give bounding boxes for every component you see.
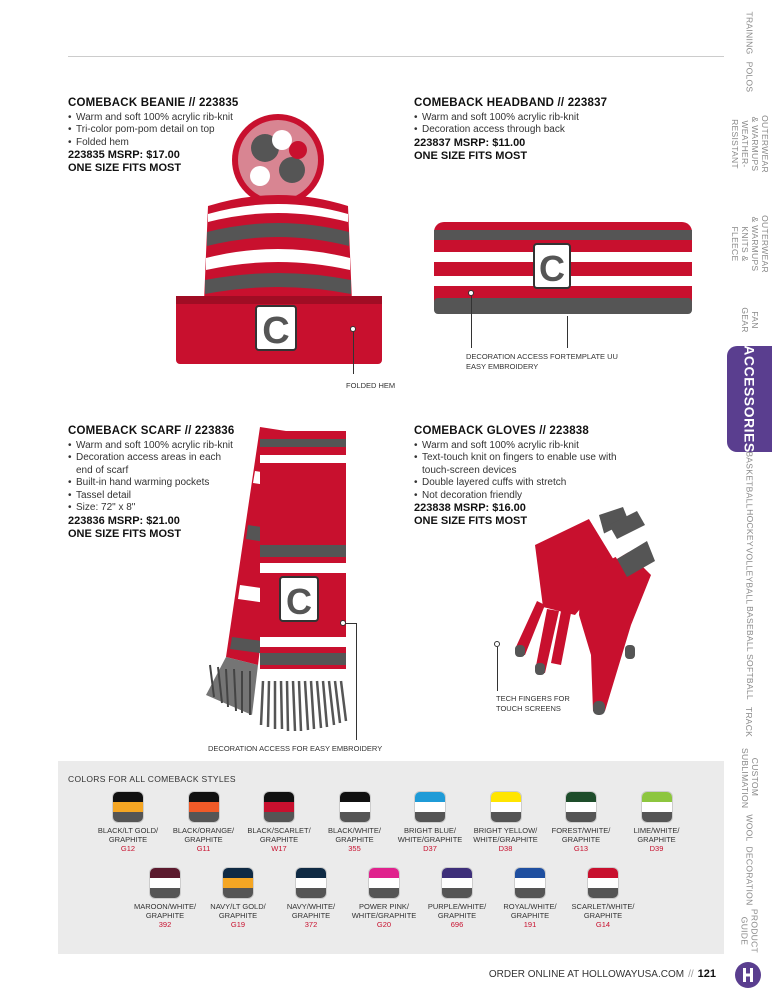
feature-item: • Not decoration friendly [414, 490, 634, 503]
colors-title: COLORS FOR ALL COMEBACK STYLES [68, 774, 236, 784]
color-code: G19 [230, 920, 246, 929]
color-swatch[interactable] [390, 791, 470, 853]
color-band [442, 868, 472, 878]
headband-c-logo [534, 244, 570, 289]
color-band [264, 812, 294, 822]
color-chip [222, 867, 254, 899]
gloves-callout: TECH FINGERS FOR TOUCH SCREENS [496, 694, 570, 713]
scarf-callout: DECORATION ACCESS FOR EASY EMBROIDERY [208, 744, 383, 753]
colors-panel [58, 761, 724, 954]
color-chip [587, 867, 619, 899]
beanie-c-logo [256, 306, 296, 352]
side-tab-label: HOCKEY [744, 509, 755, 547]
color-band [369, 878, 399, 888]
color-code: W17 [271, 844, 287, 853]
color-name: PURPLE/WHITE/ GRAPHITE [427, 902, 487, 920]
side-tab-custom-sublimation[interactable] [727, 748, 772, 809]
color-name: BRIGHT YELLOW/ WHITE/GRAPHITE [473, 826, 538, 844]
headband-callout-decoration: DECORATION ACCESS FOR EASY EMBROIDERY [466, 352, 566, 371]
brand-logo [735, 962, 761, 988]
color-swatch[interactable] [198, 867, 278, 929]
color-band [369, 868, 399, 878]
side-tab-volleyball[interactable] [727, 547, 772, 605]
color-band [491, 792, 521, 802]
color-band [642, 812, 672, 822]
footer-separator: // [688, 969, 694, 980]
color-name: NAVY/LT GOLD/ GRAPHITE [210, 902, 266, 920]
headband-features [414, 112, 664, 137]
color-band [223, 888, 253, 898]
color-chip [339, 791, 371, 823]
scarf-image [200, 425, 370, 735]
color-band [189, 812, 219, 822]
side-tab-label: WOOL [744, 814, 755, 842]
feature-item: • Warm and soft 100% acrylic rib-knit [68, 112, 268, 125]
color-band [442, 878, 472, 888]
side-tab-fan-gear[interactable] [727, 300, 772, 340]
beanie-callout: FOLDED HEM [346, 381, 396, 390]
color-name: BLACK/LT GOLD/ GRAPHITE [97, 826, 159, 844]
color-band [340, 792, 370, 802]
feature-item: • Warm and soft 100% acrylic rib-knit [414, 440, 634, 453]
color-band [189, 792, 219, 802]
side-tab-accessories[interactable] [727, 346, 772, 452]
top-rule [68, 56, 724, 57]
color-chip [514, 867, 546, 899]
gloves-msrp: 223838 MSRP: $16.00 [414, 502, 526, 514]
color-band [113, 792, 143, 802]
gloves-image [505, 505, 665, 720]
page-number: 121 [697, 968, 716, 980]
color-band [515, 868, 545, 878]
color-chip [490, 791, 522, 823]
side-tab-label: VOLLEYBALL [744, 547, 755, 605]
color-chip [368, 867, 400, 899]
beanie-title: COMEBACK BEANIE // 223835 [68, 97, 239, 109]
color-band [369, 888, 399, 898]
color-band [415, 802, 445, 812]
headband-info [414, 97, 664, 163]
color-chip [295, 867, 327, 899]
color-band [566, 802, 596, 812]
side-tab-label: CUSTOM SUBLIMATION [739, 748, 760, 809]
headband-msrp: 223837 MSRP: $11.00 [414, 136, 526, 149]
side-tab-label: DECORATION [744, 846, 755, 906]
side-tab-label: TRAINING [744, 11, 755, 55]
feature-item: • Tri-color pom-pom detail on top [68, 124, 268, 137]
feature-item: • Size: 72" x 8" [68, 502, 238, 515]
color-band [415, 792, 445, 802]
scarf-c-letter: C [286, 581, 312, 622]
feature-item: • Double layered cuffs with stretch [414, 477, 634, 490]
pom-pom [232, 114, 324, 206]
feature-item: • Decoration access areas in each end of scarf [68, 452, 238, 477]
color-code: 372 [304, 920, 318, 929]
color-name: LIME/WHITE/ GRAPHITE [633, 826, 680, 844]
color-band [340, 812, 370, 822]
beanie-size: ONE SIZE FITS MOST [68, 162, 182, 174]
color-name: MAROON/WHITE/ GRAPHITE [133, 902, 197, 920]
side-tab-product-guide[interactable] [727, 908, 772, 954]
color-band [566, 812, 596, 822]
color-code: G12 [120, 844, 136, 853]
side-tab-label: FAN GEAR [739, 307, 760, 333]
headband-callout-line-2 [567, 316, 568, 348]
color-name: BRIGHT BLUE/ WHITE/GRAPHITE [397, 826, 463, 844]
color-band [491, 812, 521, 822]
side-tab-label: OUTERWEAR & WARMUPS WEATHER-RESISTANT [729, 115, 770, 173]
feature-item: • Folded hem [68, 137, 268, 150]
side-tab-label: BASKETBALL [744, 451, 755, 509]
side-tab-wool[interactable] [727, 812, 772, 844]
headband-title: COMEBACK HEADBAND // 223837 [414, 97, 608, 109]
side-tab-label: OUTERWEAR & WARMUPS KNITS & FLEECE [729, 215, 770, 273]
scarf-tassels [261, 681, 346, 731]
color-band [566, 792, 596, 802]
headband-c-letter: C [539, 248, 565, 289]
feature-item: • Warm and soft 100% acrylic rib-knit [414, 112, 664, 125]
color-band [296, 878, 326, 888]
color-swatch[interactable] [88, 791, 168, 853]
side-tab-label: POLOS [744, 61, 755, 93]
color-code: D38 [498, 844, 513, 853]
side-tab-label: BASEBALL [744, 606, 755, 652]
color-swatch[interactable] [344, 867, 424, 929]
color-name: SCARLET/WHITE/ GRAPHITE [571, 902, 635, 920]
color-code: G13 [573, 844, 589, 853]
color-code: G20 [376, 920, 392, 929]
color-name: NAVY/WHITE/ GRAPHITE [286, 902, 336, 920]
headband-callout-template: TEMPLATE UU [566, 352, 618, 361]
color-swatch[interactable] [164, 791, 244, 853]
gloves-callout-line [497, 647, 498, 691]
color-swatch[interactable] [617, 791, 697, 853]
side-tab-softball[interactable] [727, 656, 772, 698]
color-band [296, 888, 326, 898]
color-name: BLACK/SCARLET/ GRAPHITE [247, 826, 311, 844]
color-chip [149, 867, 181, 899]
color-band [223, 878, 253, 888]
color-name: BLACK/WHITE/ GRAPHITE [328, 826, 381, 844]
color-band [588, 878, 618, 888]
color-band [588, 888, 618, 898]
side-tab-label: ACCESSORIES [741, 345, 758, 453]
side-tab-basketball[interactable] [727, 451, 772, 509]
color-name: ROYAL/WHITE/ GRAPHITE [503, 902, 557, 920]
color-chip [263, 791, 295, 823]
color-band [515, 888, 545, 898]
color-chip [641, 791, 673, 823]
side-tab-decoration[interactable] [727, 848, 772, 904]
headband-callout-line-1 [471, 296, 472, 348]
color-chip [414, 791, 446, 823]
color-band [223, 868, 253, 878]
feature-item: • Decoration access through back [414, 124, 664, 137]
color-code: D37 [423, 844, 437, 853]
color-name: FOREST/WHITE/ GRAPHITE [551, 826, 611, 844]
side-tab-label: PRODUCT GUIDE [739, 908, 760, 954]
color-band [491, 802, 521, 812]
beanie-callout-line [353, 332, 354, 374]
color-band [189, 802, 219, 812]
color-code: 355 [348, 844, 361, 853]
color-band [150, 888, 180, 898]
scarf-front [260, 431, 346, 731]
color-band [150, 878, 180, 888]
brand-logo-icon [735, 962, 761, 988]
color-code: G14 [595, 920, 611, 929]
color-band [588, 868, 618, 878]
scarf-msrp: 223836 MSRP: $21.00 [68, 514, 180, 527]
color-code: 191 [523, 920, 537, 929]
side-tab-polos[interactable] [727, 62, 772, 92]
color-band [264, 792, 294, 802]
side-tab-outerwear-weather[interactable] [727, 96, 772, 192]
gloves-title: COMEBACK GLOVES // 223838 [414, 425, 589, 437]
color-band [113, 802, 143, 812]
color-code: 696 [450, 920, 464, 929]
side-tab-track[interactable] [727, 704, 772, 740]
color-band [642, 792, 672, 802]
side-tab-label: SOFTBALL [744, 654, 755, 700]
gloves-size: ONE SIZE FITS MOST [414, 515, 528, 527]
color-code: D39 [649, 844, 664, 853]
footer [0, 968, 716, 980]
beanie-image [170, 110, 400, 375]
color-band [515, 878, 545, 888]
color-band [296, 868, 326, 878]
color-swatch[interactable] [417, 867, 497, 929]
side-nav [727, 0, 772, 1000]
scarf-callout-line-h [346, 623, 356, 624]
side-tab-hockey[interactable] [727, 508, 772, 548]
side-tab-outerwear-knits[interactable] [727, 198, 772, 290]
color-swatch[interactable] [239, 791, 319, 853]
gloves-features [414, 440, 634, 503]
side-tab-training[interactable] [727, 8, 772, 58]
side-tab-baseball[interactable] [727, 606, 772, 652]
color-band [113, 812, 143, 822]
beanie-msrp: 223835 MSRP: $17.00 [68, 149, 180, 161]
feature-item: • Warm and soft 100% acrylic rib-knit [68, 440, 238, 453]
color-band [642, 802, 672, 812]
color-swatch[interactable] [490, 867, 570, 929]
feature-item: • Built-in hand warming pockets [68, 477, 238, 490]
scarf-callout-line-v [356, 623, 357, 740]
color-swatch[interactable] [315, 791, 395, 853]
color-band [340, 802, 370, 812]
color-swatch[interactable] [466, 791, 546, 853]
color-band [415, 812, 445, 822]
color-name: BLACK/ORANGE/ GRAPHITE [172, 826, 235, 844]
color-swatch[interactable] [125, 867, 205, 929]
side-tab-label: TRACK [744, 706, 755, 738]
feature-item: • Text-touch knit on fingers to enable use with touch-screen devices [414, 452, 634, 477]
color-swatch[interactable] [541, 791, 621, 853]
scarf-size: ONE SIZE FITS MOST [68, 527, 182, 540]
color-band [150, 868, 180, 878]
color-swatch[interactable] [271, 867, 351, 929]
color-band [442, 888, 472, 898]
color-band [264, 802, 294, 812]
scarf-title: COMEBACK SCARF // 223836 [68, 425, 235, 437]
color-chip [565, 791, 597, 823]
feature-item: • Tassel detail [68, 490, 238, 503]
color-chip [441, 867, 473, 899]
color-chip [188, 791, 220, 823]
footer-order-text[interactable]: ORDER ONLINE AT HOLLOWAYUSA.COM [488, 969, 685, 980]
color-name: POWER PINK/ WHITE/GRAPHITE [351, 902, 417, 920]
color-code: G11 [196, 844, 211, 853]
beanie-c-letter: C [262, 310, 290, 352]
scarf-c-logo [280, 577, 318, 622]
color-code: 392 [158, 920, 172, 929]
color-chip [112, 791, 144, 823]
headband-size: ONE SIZE FITS MOST [414, 149, 528, 162]
color-swatch[interactable] [563, 867, 643, 929]
